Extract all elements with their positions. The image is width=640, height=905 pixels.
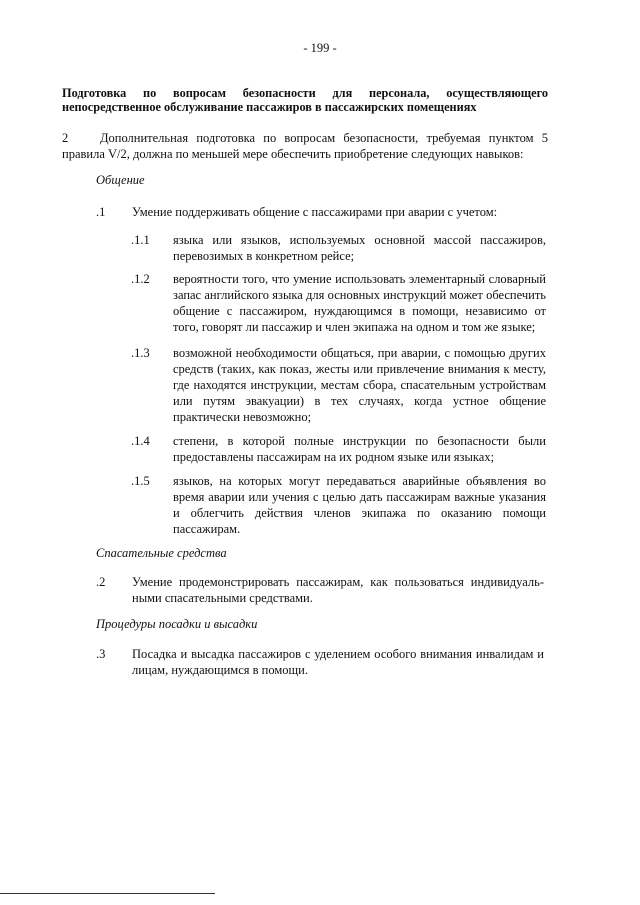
footnote-separator [0, 893, 215, 894]
intro-text: Дополнительная подготовка по вопросам безопасности, требуемая пунктом 5 правила V/2, должна по меньшей мере обеспечить приобретение следующих навыков: [62, 131, 548, 161]
subitem-label: .1.3 [131, 346, 150, 360]
subitem-text: языков, на которых могут передаваться аварийные объявления во время аварии или учения с целью дать пассажирам важные указания и облегчить действия членов экипажа по оказанию помощи пассажирам. [173, 474, 546, 536]
paragraph-number: 2 [62, 131, 69, 145]
page-number: - 199 - [303, 41, 337, 55]
item-text: Умение продемонстрировать пассажирам, как пользоваться индивидуаль-ными спасательными средствами. [132, 575, 544, 605]
subitem-label: .1.5 [131, 474, 150, 488]
section-title-embarkation: Процедуры посадки и высадки [96, 617, 258, 631]
subitem-text: возможной необходимости общаться, при аварии, с помощью других средств (таких, как показ, жесты или привлечение внимания к месту, где находятся инструкции, местам сбора, спасательным устройствам или путям эвакуации) в тех случаях, когда устное общение практически невозможно; [173, 346, 546, 424]
subitem-label: .1.2 [131, 272, 150, 286]
subitem-label: .1.4 [131, 434, 150, 448]
section-heading: Подготовка по вопросам безопасности для персонала, осуществляющего непосредственное обслуживание пассажиров в пассажирских помещениях [62, 86, 548, 114]
intro-paragraph [62, 130, 548, 162]
item-label: .3 [96, 647, 106, 661]
item-text: Умение поддерживать общение с пассажирами при аварии с учетом: [132, 205, 498, 219]
item-label: .2 [96, 575, 106, 589]
item-label: .1 [96, 205, 106, 219]
subitem-label: .1.1 [131, 233, 150, 247]
subitem-text: языка или языков, используемых основной массой пассажиров, перевозимых в конкретном рейсе; [173, 233, 546, 263]
section-title-lifesaving: Спасательные средства [96, 546, 227, 560]
subitem-text: вероятности того, что умение использовать элементарный словарный запас английского языка для основных инструкций может обеспечить общение с пассажиром, нуждающимся в помощи, независимо от того, говорят ли пассажир и член экипажа на одном и том же языке; [173, 272, 546, 334]
item-text: Посадка и высадка пассажиров с уделением особого внимания инвалидам и лицам, нуждающимся в помощи. [132, 647, 544, 677]
subitem-text: степени, в которой полные инструкции по безопасности были предоставлены пассажирам на их родном языке или языках; [173, 434, 546, 464]
section-title-communication: Общение [96, 173, 145, 187]
